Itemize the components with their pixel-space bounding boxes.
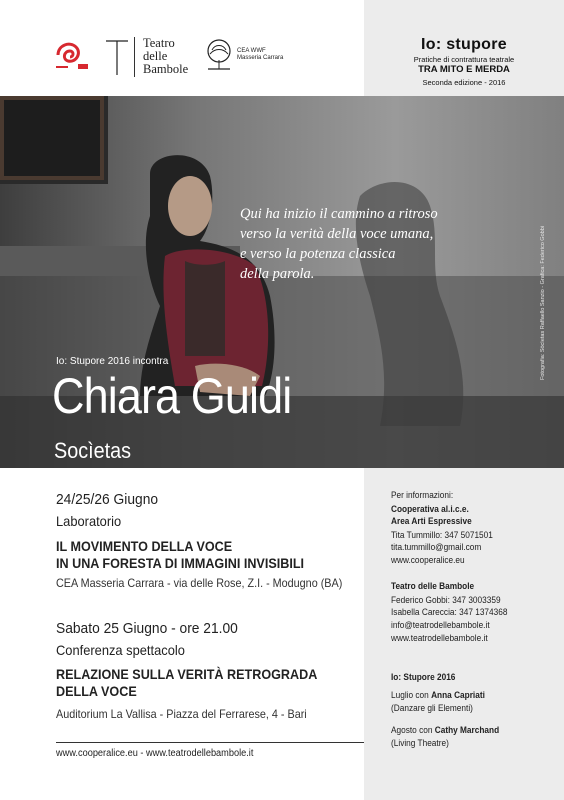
event1-title — [56, 538, 304, 572]
teatro-name — [391, 581, 474, 593]
logo-divider — [134, 37, 135, 77]
teatro-line-3: Bambole — [143, 62, 189, 76]
quote-line-4: della parola. — [240, 266, 315, 282]
agosto-sub: (Living Theatre) — [391, 738, 449, 748]
festival-title: Io: stupore — [421, 36, 507, 53]
quote-line-3: e verso la potenza classica — [240, 246, 396, 262]
festival-label-text: Io: Stupore 2016 — [391, 672, 456, 682]
teatro-name-text: Teatro delle Bambole — [391, 581, 475, 591]
luglio-line — [391, 690, 485, 702]
teatro-web-link[interactable]: www.teatrodellebambole.it — [391, 633, 488, 643]
event1-title-line-2: IN UNA FORESTA DI IMMAGINI INVISIBILI — [56, 555, 305, 571]
coop-email-link[interactable]: tita.tummillo@gmail.com — [391, 542, 482, 552]
festival-tagline: TRA MITO E MERDA — [418, 64, 510, 75]
teatro-phone-1[interactable]: Federico Gobbi: 347 3003359 — [391, 595, 501, 605]
event2-title-line-2: DELLA VOCE — [56, 683, 137, 699]
quote-line-1: Qui ha inizio il cammino a ritroso — [240, 206, 438, 222]
cea-logo-text — [237, 48, 283, 62]
event1-title-line-1: IL MOVIMENTO DELLA VOCE — [56, 538, 233, 554]
event2-title — [56, 666, 317, 700]
artist-name: Chiara Guidi — [52, 368, 292, 424]
agosto-prefix: Agosto con — [391, 725, 435, 735]
festival-label — [391, 672, 455, 684]
teatro-line-2: delle — [143, 49, 168, 63]
incontra-label: Io: Stupore 2016 incontra — [56, 356, 169, 367]
coop-area-text: Area Arti Espressive — [391, 516, 472, 526]
footer-links[interactable]: www.cooperalice.eu - www.teatrodellebambole.it — [56, 748, 254, 759]
footer-divider — [56, 742, 364, 743]
quote — [240, 204, 438, 284]
luglio-artist: Anna Capriati — [431, 690, 485, 700]
teatro-phone-2[interactable]: Isabella Careccia: 347 1374368 — [391, 607, 508, 617]
agosto-line — [391, 725, 499, 737]
coop-area — [391, 516, 472, 528]
cea-line-1: CEA WWF — [237, 48, 266, 54]
event2-type: Conferenza spettacolo — [56, 642, 185, 658]
cea-wwf-logo — [204, 38, 283, 72]
festival-edition: Seconda edizione - 2016 — [422, 78, 506, 87]
luglio-prefix: Luglio con — [391, 690, 432, 700]
event2-location: Auditorium La Vallisa - Piazza del Ferrarese, 4 - Bari — [56, 707, 307, 721]
event1-dates: 24/25/26 Giugno — [56, 491, 159, 508]
teatro-t-icon — [104, 37, 130, 77]
event2-dates: Sabato 25 Giugno - ore 21.00 — [56, 620, 238, 637]
alice-logo-icon — [52, 37, 92, 73]
event1-type: Laboratorio — [56, 513, 122, 529]
photo-credit: Fotografia: Sòcìetas Raffaello Sanzio - Grafica: Federico Gobbi — [540, 226, 546, 380]
teatro-email-link[interactable]: info@teatrodellebambole.it — [391, 620, 490, 630]
luglio-sub: (Danzare gli Elementi) — [391, 703, 473, 713]
teatro-bambole-logo — [104, 37, 188, 77]
coop-phone[interactable]: Tita Tummillo: 347 5071501 — [391, 530, 493, 540]
festival-subtitle: Pratiche di contrattura teatrale — [413, 55, 515, 64]
event2-title-line-1: RELAZIONE SULLA VERITÀ RETROGRADA — [56, 666, 318, 682]
cea-line-2: Masseria Carrara — [237, 55, 284, 61]
info-label: Per informazioni: — [391, 490, 454, 500]
tree-icon — [204, 38, 234, 72]
company-name: Socìetas — [54, 438, 132, 463]
teatro-line-1: Teatro — [143, 36, 175, 50]
coop-name — [391, 504, 469, 516]
event1-location: CEA Masseria Carrara - via delle Rose, Z.I. - Modugno (BA) — [56, 576, 343, 590]
coop-web-link[interactable]: www.cooperalice.eu — [391, 555, 465, 565]
agosto-artist: Cathy Marchand — [434, 725, 500, 735]
teatro-logo-text — [143, 37, 188, 76]
quote-line-2: verso la verità della voce umana, — [240, 226, 434, 242]
coop-name-text: Cooperativa al.i.c.e. — [391, 504, 469, 514]
